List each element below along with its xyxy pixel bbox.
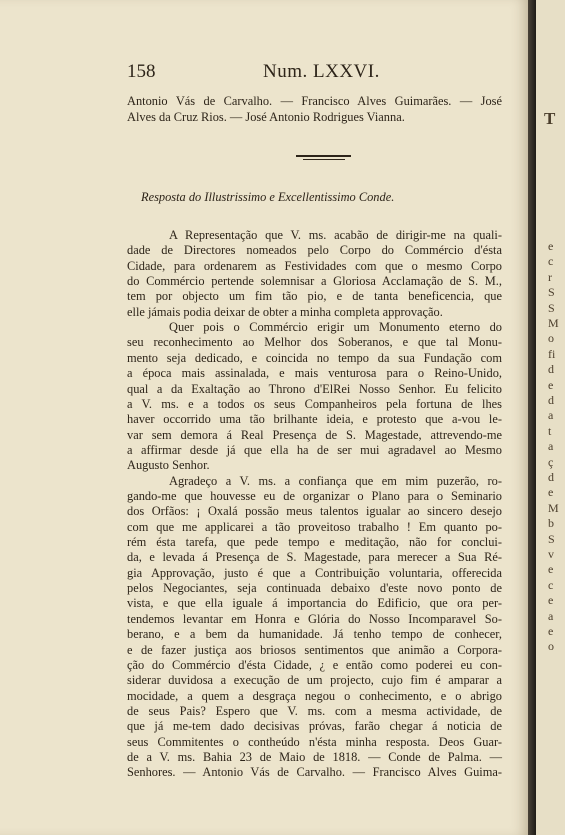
text-line: tem por objecto um fim tão pio, e de tanta beneficencia, que bbox=[127, 289, 502, 304]
text-line: Agradeço a V. ms. a confiança que em mim puzerão, ro- bbox=[169, 473, 502, 488]
edge-glyph: T bbox=[544, 109, 556, 128]
text-line: e de fazer justiça aos briosos sentimentos que animão a Corpora- bbox=[127, 642, 502, 657]
edge-glyph: e bbox=[548, 593, 554, 608]
text-line: pelos Negociantes, seja continuada debaixo d'este novo ponto de bbox=[127, 581, 502, 595]
text-line: qual a da Exaltação ao Throno d'ElRei Nosso Senhor. Eu felicito bbox=[127, 381, 502, 396]
edge-glyph: d bbox=[548, 362, 554, 377]
edge-glyph: ç bbox=[548, 454, 554, 469]
edge-glyph: c bbox=[548, 577, 554, 592]
text-line: dade de Directores nomeados pelo Corpo do Commércio d'ésta bbox=[127, 243, 502, 258]
edge-glyph: a bbox=[548, 408, 554, 423]
edge-glyph: S bbox=[548, 531, 555, 546]
text-line: mento seja dedicado, e coincida no tempo da sua Fundação com bbox=[127, 350, 502, 365]
text-line: Quer pois o Commércio erigir um Monumento eterno do bbox=[169, 320, 502, 335]
edge-glyph: e bbox=[548, 485, 554, 500]
text-line: a affirmar desde já que ella ha de ser mui agradavel ao Mesmo bbox=[127, 442, 502, 457]
running-header: Num. LXXVI. bbox=[263, 61, 380, 82]
text-line: berano, e a bem da humanidade. Já tenho tempo de conhecer, bbox=[127, 627, 502, 642]
divider-rule-short bbox=[303, 159, 345, 160]
text-line: Augusto Senhor. bbox=[127, 458, 210, 473]
edge-glyph: b bbox=[548, 516, 554, 531]
edge-glyph: o bbox=[548, 639, 554, 654]
edge-glyph: a bbox=[548, 439, 554, 454]
text-line: tendemos levantar em Honra e Glória do Nosso Incomparavel So- bbox=[127, 611, 502, 626]
text-line: de seus Pais? Espero que V. ms. com a mesma actividade, de bbox=[127, 703, 502, 718]
text-line: seus Commitentes o contheúdo n'ésta minha resposta. Deos Guar- bbox=[127, 734, 502, 749]
edge-glyph: r bbox=[548, 269, 552, 284]
text-line: gia Approvação, justo é que a Contribuição voluntaria, offerecida bbox=[127, 565, 502, 580]
edge-glyph: e bbox=[548, 562, 554, 577]
text-line: Cidade, para ordenarem as Festividades com que o mesmo Corpo bbox=[127, 258, 502, 273]
edge-glyph: e bbox=[548, 377, 554, 392]
edge-glyph: M bbox=[548, 500, 559, 515]
page-number: 158 bbox=[127, 61, 156, 82]
text-line: var sem demora á Real Presença de S. Magestade, attrevendo-me bbox=[127, 427, 502, 442]
edge-glyph: e bbox=[548, 239, 554, 253]
section-title: Resposta do Illustrissimo e Excellentissimo Conde. bbox=[141, 190, 395, 204]
text-line: siderar duvidosa a execução de um projecto, cujo fim é amparar a bbox=[127, 673, 502, 688]
edge-glyph: d bbox=[548, 393, 554, 407]
text-line: ção do Commércio d'ésta Cidade, ¿ e então como poderei eu con- bbox=[127, 657, 502, 672]
book-gutter bbox=[528, 0, 536, 835]
text-line: seu reconhecimento ao Melhor dos Soberanos, e que tal Monu- bbox=[127, 335, 502, 350]
text-line: Alves da Cruz Rios. — José Antonio Rodrigues Vianna. bbox=[127, 110, 405, 124]
edge-glyph: d bbox=[548, 470, 554, 484]
text-line: gando-me que houvesse eu de organizar o Plano para o Seminario bbox=[127, 488, 502, 503]
text-line: rém ésta tarefa, que pede tempo e meditação, não for conclui- bbox=[127, 535, 502, 549]
text-line: mocidade, a quem a desgraça negou o conhecimento, e o abrigo bbox=[127, 688, 502, 703]
text-line: Senhores. — Antonio Vás de Carvalho. — Francisco Alves Guima- bbox=[127, 765, 502, 780]
text-line: a época mais assinalada, e mais venturosa para o Reino-Unido, bbox=[127, 366, 502, 381]
text-line: haver occorrido uma tão brilhante ideia, e protesto que a-vou le- bbox=[127, 412, 502, 427]
text-line: a V. ms. e a todos os seus Companheiros pela fortuna de lhes bbox=[127, 396, 502, 411]
edge-glyph: v bbox=[548, 547, 554, 561]
edge-glyph: S bbox=[548, 285, 555, 300]
text-line: da, e levada á Presença de S. Magestade, para merecer a Sua Ré- bbox=[127, 550, 502, 565]
divider-rule bbox=[296, 155, 351, 157]
edge-glyph: a bbox=[548, 608, 554, 623]
edge-glyph: c bbox=[548, 254, 554, 269]
text-line: vista, e que ella iguale á importancia do Edificio, que ora per- bbox=[127, 596, 502, 611]
text-line: Antonio Vás de Carvalho. — Francisco Alves Guimarães. — José bbox=[127, 94, 502, 108]
edge-glyph: fi bbox=[548, 346, 556, 361]
text-line: elle jámais podia deixar de obter a minha completa approvação. bbox=[127, 304, 443, 319]
edge-glyph: e bbox=[548, 624, 554, 638]
edge-glyph: t bbox=[548, 423, 552, 438]
text-line: do Commércio pertende solemnisar a Gloriosa Acclamação de S. M., bbox=[127, 274, 502, 289]
text-line: dos Orfãos: ¡ Oxalá possão meus talentos igualar ao sincero desejo bbox=[127, 504, 502, 519]
edge-glyph: M bbox=[548, 316, 559, 330]
text-line: de a V. ms. Bahia 23 de Maio de 1818. — Conde de Palma. — bbox=[127, 749, 502, 764]
text-line: com que me applicarei a tão proveitoso trabalho ! Em quanto po- bbox=[127, 519, 502, 534]
facing-page-edge bbox=[536, 0, 565, 835]
text-line: que já me-tem dado decisivas próvas, farão chegar á noticia de bbox=[127, 719, 502, 734]
text-line: A Representação que V. ms. acabão de dirigir-me na quali- bbox=[169, 228, 502, 242]
edge-glyph: S bbox=[548, 300, 555, 315]
edge-glyph: o bbox=[548, 331, 554, 346]
